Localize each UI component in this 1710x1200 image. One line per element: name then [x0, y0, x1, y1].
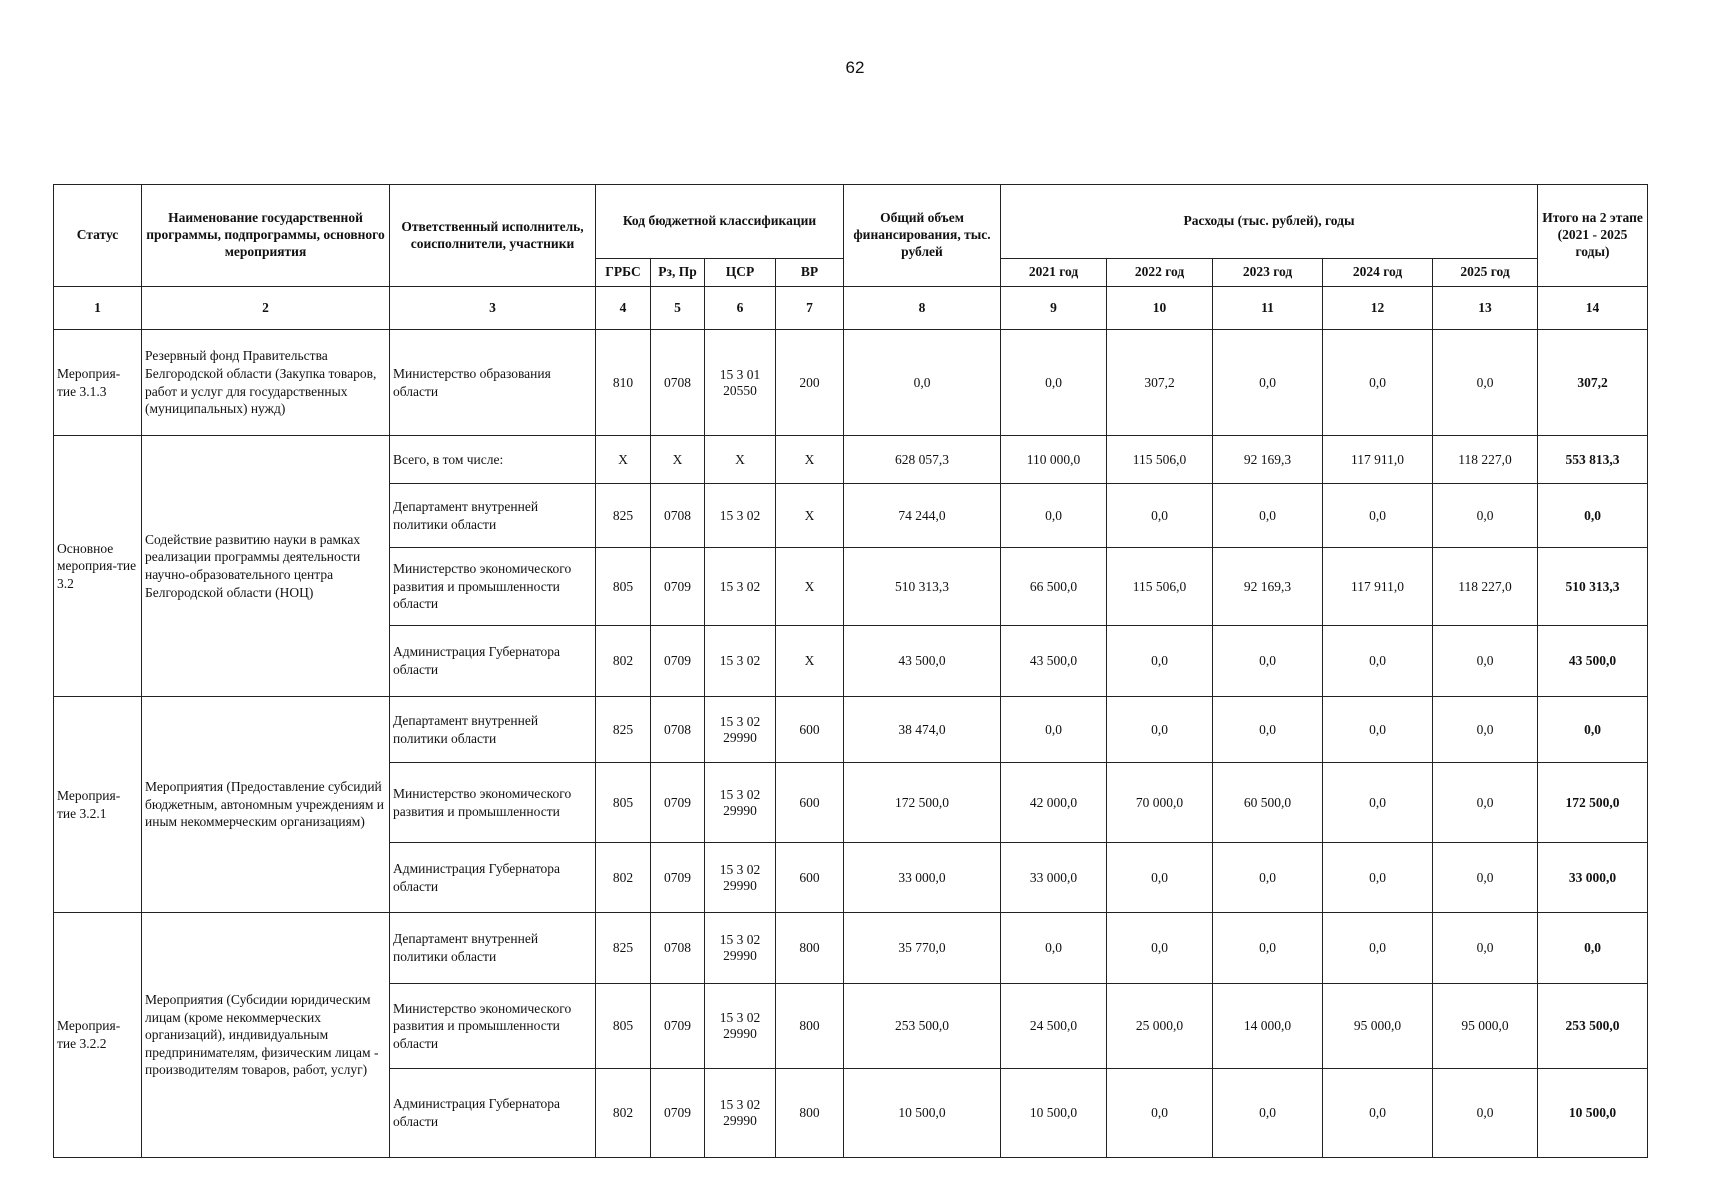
itogo-cell: 253 500,0: [1538, 984, 1648, 1069]
column-number: 7: [776, 287, 844, 330]
executor-cell: Администрация Губернатора области: [390, 1069, 596, 1158]
y2021-cell: 0,0: [1001, 330, 1107, 436]
total-cell: 510 313,3: [844, 548, 1001, 626]
y2022-cell: 115 506,0: [1107, 436, 1213, 484]
csr-cell: 15 3 02 29990: [705, 843, 776, 913]
total-cell: 253 500,0: [844, 984, 1001, 1069]
header-vr: ВР: [776, 259, 844, 287]
y2025-cell: 118 227,0: [1433, 436, 1538, 484]
executor-cell: Департамент внутренней политики области: [390, 697, 596, 763]
y2023-cell: 0,0: [1213, 843, 1323, 913]
table-row: [54, 697, 1648, 763]
rz-pr-cell: Х: [651, 436, 705, 484]
budget-table: [53, 184, 1648, 1158]
table-row: [54, 913, 1648, 984]
header-total-volume: Общий объем финансирования, тыс. рублей: [844, 185, 1001, 287]
grbs-cell: 825: [596, 484, 651, 548]
y2024-cell: 0,0: [1323, 484, 1433, 548]
executor-cell: Министерство экономического развития и промышленности области: [390, 548, 596, 626]
header-2021: 2021 год: [1001, 259, 1107, 287]
executor-cell: Министерство экономического развития и промышленности: [390, 763, 596, 843]
column-number: 3: [390, 287, 596, 330]
y2021-cell: 66 500,0: [1001, 548, 1107, 626]
vr-cell: 800: [776, 913, 844, 984]
itogo-cell: 553 813,3: [1538, 436, 1648, 484]
csr-cell: 15 3 02 29990: [705, 913, 776, 984]
y2024-cell: 0,0: [1323, 626, 1433, 697]
program-name-cell: Мероприятия (Субсидии юридическим лицам (кроме некоммерческих организаций), индивидуальным предпринимателям, физическим лицам - производителям товаров, работ, услуг): [142, 913, 390, 1158]
y2025-cell: 0,0: [1433, 484, 1538, 548]
header-2025: 2025 год: [1433, 259, 1538, 287]
y2025-cell: 0,0: [1433, 626, 1538, 697]
csr-cell: 15 3 02: [705, 548, 776, 626]
y2025-cell: 0,0: [1433, 913, 1538, 984]
grbs-cell: 802: [596, 843, 651, 913]
y2022-cell: 0,0: [1107, 626, 1213, 697]
y2024-cell: 0,0: [1323, 697, 1433, 763]
y2023-cell: 0,0: [1213, 913, 1323, 984]
y2024-cell: 0,0: [1323, 843, 1433, 913]
y2022-cell: 25 000,0: [1107, 984, 1213, 1069]
header-budget-code: Код бюджетной классификации: [596, 185, 844, 259]
rz-pr-cell: 0709: [651, 548, 705, 626]
vr-cell: Х: [776, 548, 844, 626]
rz-pr-cell: 0709: [651, 843, 705, 913]
status-cell: Мероприя-тие 3.2.2: [54, 913, 142, 1158]
y2025-cell: 0,0: [1433, 763, 1538, 843]
header-csr: ЦСР: [705, 259, 776, 287]
total-cell: 74 244,0: [844, 484, 1001, 548]
y2021-cell: 42 000,0: [1001, 763, 1107, 843]
csr-cell: 15 3 02 29990: [705, 984, 776, 1069]
header-status: Статус: [54, 185, 142, 287]
column-number: 11: [1213, 287, 1323, 330]
column-number: 10: [1107, 287, 1213, 330]
total-cell: 172 500,0: [844, 763, 1001, 843]
y2023-cell: 0,0: [1213, 626, 1323, 697]
table-header: [54, 185, 1648, 330]
y2023-cell: 92 169,3: [1213, 436, 1323, 484]
y2025-cell: 0,0: [1433, 330, 1538, 436]
y2021-cell: 33 000,0: [1001, 843, 1107, 913]
header-grbs: ГРБС: [596, 259, 651, 287]
total-cell: 10 500,0: [844, 1069, 1001, 1158]
header-2024: 2024 год: [1323, 259, 1433, 287]
y2023-cell: 0,0: [1213, 697, 1323, 763]
rz-pr-cell: 0709: [651, 763, 705, 843]
column-number: 6: [705, 287, 776, 330]
itogo-cell: 0,0: [1538, 697, 1648, 763]
itogo-cell: 0,0: [1538, 484, 1648, 548]
csr-cell: 15 3 02 29990: [705, 763, 776, 843]
column-number: 5: [651, 287, 705, 330]
executor-cell: Администрация Губернатора области: [390, 626, 596, 697]
total-cell: 35 770,0: [844, 913, 1001, 984]
rz-pr-cell: 0708: [651, 484, 705, 548]
y2022-cell: 0,0: [1107, 843, 1213, 913]
vr-cell: Х: [776, 626, 844, 697]
status-cell: Мероприя-тие 3.1.3: [54, 330, 142, 436]
executor-cell: Министерство экономического развития и промышленности области: [390, 984, 596, 1069]
table-row: [54, 330, 1648, 436]
grbs-cell: 805: [596, 763, 651, 843]
y2021-cell: 24 500,0: [1001, 984, 1107, 1069]
vr-cell: 200: [776, 330, 844, 436]
total-cell: 33 000,0: [844, 843, 1001, 913]
executor-cell: Администрация Губернатора области: [390, 843, 596, 913]
itogo-cell: 510 313,3: [1538, 548, 1648, 626]
itogo-cell: 43 500,0: [1538, 626, 1648, 697]
vr-cell: Х: [776, 484, 844, 548]
y2021-cell: 0,0: [1001, 697, 1107, 763]
y2021-cell: 10 500,0: [1001, 1069, 1107, 1158]
csr-cell: Х: [705, 436, 776, 484]
column-number: 2: [142, 287, 390, 330]
table-body: [54, 330, 1648, 1158]
grbs-cell: 802: [596, 1069, 651, 1158]
csr-cell: 15 3 02 29990: [705, 697, 776, 763]
rz-pr-cell: 0708: [651, 913, 705, 984]
vr-cell: 800: [776, 1069, 844, 1158]
y2021-cell: 43 500,0: [1001, 626, 1107, 697]
y2024-cell: 95 000,0: [1323, 984, 1433, 1069]
y2024-cell: 0,0: [1323, 330, 1433, 436]
y2024-cell: 0,0: [1323, 1069, 1433, 1158]
executor-cell: Министерство образования области: [390, 330, 596, 436]
column-number: 9: [1001, 287, 1107, 330]
y2024-cell: 0,0: [1323, 763, 1433, 843]
y2021-cell: 0,0: [1001, 913, 1107, 984]
header-stage-total: Итого на 2 этапе (2021 - 2025 годы): [1538, 185, 1648, 287]
y2025-cell: 118 227,0: [1433, 548, 1538, 626]
executor-cell: Департамент внутренней политики области: [390, 913, 596, 984]
y2023-cell: 0,0: [1213, 484, 1323, 548]
program-name-cell: Содействие развитию науки в рамках реализации программы деятельности научно-образовательного центра Белгородской области (НОЦ): [142, 436, 390, 697]
y2025-cell: 0,0: [1433, 843, 1538, 913]
header-expenses: Расходы (тыс. рублей), годы: [1001, 185, 1538, 259]
y2023-cell: 0,0: [1213, 330, 1323, 436]
total-cell: 38 474,0: [844, 697, 1001, 763]
table-row: [54, 436, 1648, 484]
header-rz-pr: Рз, Пр: [651, 259, 705, 287]
total-cell: 43 500,0: [844, 626, 1001, 697]
itogo-cell: 10 500,0: [1538, 1069, 1648, 1158]
y2025-cell: 0,0: [1433, 1069, 1538, 1158]
y2025-cell: 0,0: [1433, 697, 1538, 763]
y2025-cell: 95 000,0: [1433, 984, 1538, 1069]
y2024-cell: 117 911,0: [1323, 436, 1433, 484]
y2022-cell: 307,2: [1107, 330, 1213, 436]
total-cell: 0,0: [844, 330, 1001, 436]
rz-pr-cell: 0708: [651, 697, 705, 763]
y2022-cell: 0,0: [1107, 484, 1213, 548]
page-number: 62: [845, 58, 865, 77]
program-name-cell: Мероприятия (Предоставление субсидий бюджетным, автономным учреждениям и иным некоммерческим организациям): [142, 697, 390, 913]
rz-pr-cell: 0709: [651, 984, 705, 1069]
y2021-cell: 0,0: [1001, 484, 1107, 548]
header-2022: 2022 год: [1107, 259, 1213, 287]
csr-cell: 15 3 01 20550: [705, 330, 776, 436]
column-number: 8: [844, 287, 1001, 330]
y2023-cell: 92 169,3: [1213, 548, 1323, 626]
y2024-cell: 117 911,0: [1323, 548, 1433, 626]
column-number: 12: [1323, 287, 1433, 330]
status-cell: Мероприя-тие 3.2.1: [54, 697, 142, 913]
executor-cell: Всего, в том числе:: [390, 436, 596, 484]
column-number: 4: [596, 287, 651, 330]
grbs-cell: 810: [596, 330, 651, 436]
grbs-cell: Х: [596, 436, 651, 484]
grbs-cell: 805: [596, 548, 651, 626]
csr-cell: 15 3 02: [705, 626, 776, 697]
column-number: 14: [1538, 287, 1648, 330]
csr-cell: 15 3 02: [705, 484, 776, 548]
itogo-cell: 307,2: [1538, 330, 1648, 436]
vr-cell: Х: [776, 436, 844, 484]
itogo-cell: 33 000,0: [1538, 843, 1648, 913]
itogo-cell: 0,0: [1538, 913, 1648, 984]
y2022-cell: 115 506,0: [1107, 548, 1213, 626]
y2023-cell: 60 500,0: [1213, 763, 1323, 843]
itogo-cell: 172 500,0: [1538, 763, 1648, 843]
column-number: 1: [54, 287, 142, 330]
y2023-cell: 0,0: [1213, 1069, 1323, 1158]
vr-cell: 600: [776, 763, 844, 843]
y2022-cell: 0,0: [1107, 913, 1213, 984]
program-name-cell: Резервный фонд Правительства Белгородской области (Закупка товаров, работ и услуг для государственных (муниципальных) нужд): [142, 330, 390, 436]
y2023-cell: 14 000,0: [1213, 984, 1323, 1069]
vr-cell: 600: [776, 697, 844, 763]
y2022-cell: 0,0: [1107, 1069, 1213, 1158]
csr-cell: 15 3 02 29990: [705, 1069, 776, 1158]
y2021-cell: 110 000,0: [1001, 436, 1107, 484]
header-2023: 2023 год: [1213, 259, 1323, 287]
total-cell: 628 057,3: [844, 436, 1001, 484]
grbs-cell: 825: [596, 697, 651, 763]
vr-cell: 600: [776, 843, 844, 913]
grbs-cell: 805: [596, 984, 651, 1069]
status-cell: Основное мероприя-тие 3.2: [54, 436, 142, 697]
header-name: Наименование государственной программы, подпрограммы, основного мероприятия: [142, 185, 390, 287]
header-executor: Ответственный исполнитель, соисполнители, участники: [390, 185, 596, 287]
y2022-cell: 0,0: [1107, 697, 1213, 763]
rz-pr-cell: 0709: [651, 626, 705, 697]
grbs-cell: 825: [596, 913, 651, 984]
y2022-cell: 70 000,0: [1107, 763, 1213, 843]
rz-pr-cell: 0709: [651, 1069, 705, 1158]
vr-cell: 800: [776, 984, 844, 1069]
column-number: 13: [1433, 287, 1538, 330]
rz-pr-cell: 0708: [651, 330, 705, 436]
grbs-cell: 802: [596, 626, 651, 697]
y2024-cell: 0,0: [1323, 913, 1433, 984]
executor-cell: Департамент внутренней политики области: [390, 484, 596, 548]
